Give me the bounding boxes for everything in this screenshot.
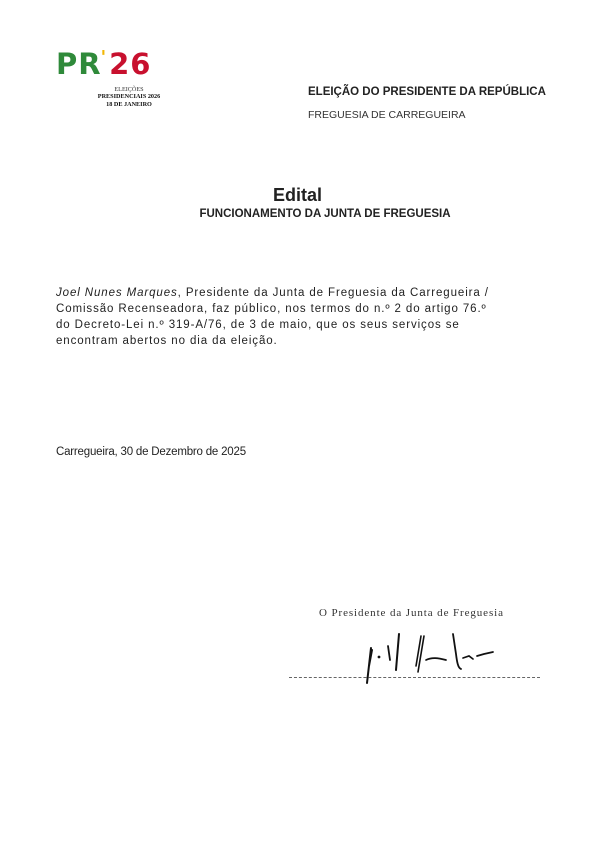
body-line-4: encontram abertos no dia da eleição. — [56, 335, 278, 347]
logo-mark-year: 26 — [109, 47, 152, 81]
body-line-2: Comissão Recenseadora, faz público, nos termos do n.º 2 do artigo 76.º — [56, 303, 487, 315]
logo-subtitle — [88, 86, 170, 108]
signature-line — [289, 677, 540, 678]
logo-line-2: PRESIDENCIAIS 2026 — [97, 93, 161, 101]
logo-line-1: ELEIÇÕES — [114, 86, 144, 93]
logo-tick-icon: ' — [100, 47, 108, 68]
body-line-3: do Decreto-Lei n.º 319-A/76, de 3 de maio, que os seus serviços se — [56, 319, 460, 331]
place-date: Carregueira, 30 de Dezembro de 2025 — [56, 446, 246, 458]
document-subtitle: FUNCIONAMENTO DA JUNTA DE FREGUESIA — [199, 208, 451, 220]
logo-line-3: 18 DE JANEIRO — [106, 100, 152, 108]
header-title: ELEIÇÃO DO PRESIDENTE DA REPÚBLICA — [308, 86, 546, 98]
logo-mark — [56, 48, 151, 85]
body-paragraph — [56, 285, 546, 349]
signature-caption: O Presidente da Junta de Freguesia — [319, 607, 504, 619]
body-line-1-rest: , Presidente da Junta de Freguesia da Carregueira / — [177, 287, 489, 299]
header-subtitle: FREGUESIA DE CARREGUEIRA — [308, 109, 466, 121]
document-title: Edital — [272, 185, 322, 205]
president-name: Joel Nunes Marques — [56, 287, 178, 299]
logo-mark-pr: PR — [56, 47, 102, 81]
body-line-1 — [56, 285, 546, 301]
pr26-logo — [52, 46, 172, 116]
